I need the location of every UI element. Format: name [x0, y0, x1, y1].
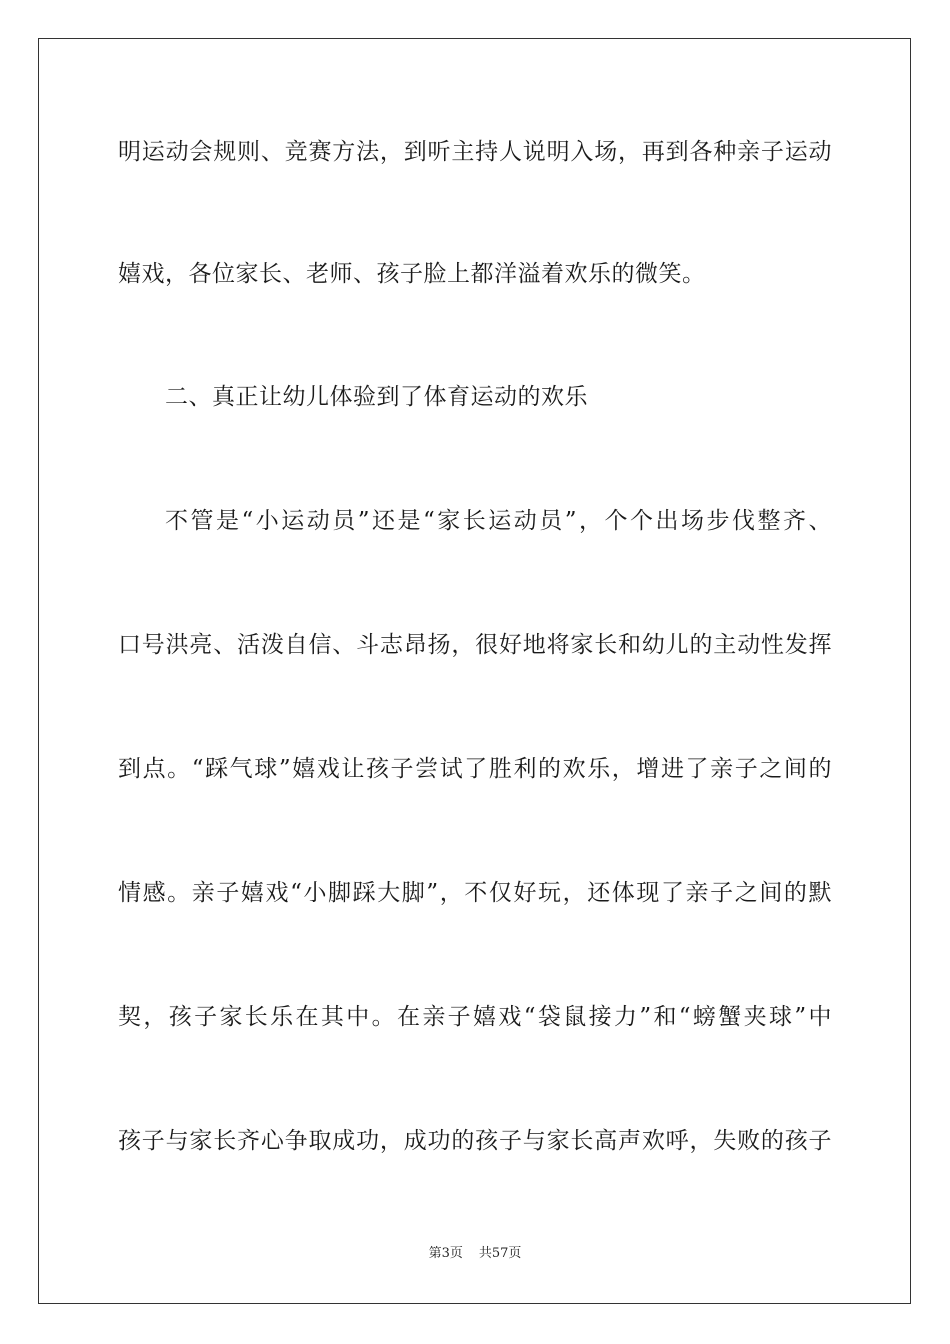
body-line-7: 情感。亲子嬉戏“小脚踩大脚”，不仅好玩，还体现了亲子之间的默 — [118, 880, 832, 906]
page-border — [38, 38, 911, 1304]
page-total: 共57页 — [478, 1246, 522, 1261]
body-line-2: 嬉戏，各位家长、老师、孩子脸上都洋溢着欢乐的微笑。 — [118, 261, 706, 287]
page-number: 第3页 — [428, 1246, 463, 1261]
page-footer — [0, 1245, 950, 1263]
body-line-9: 孩子与家长齐心争取成功，成功的孩子与家长高声欢呼，失败的孩子 — [118, 1128, 832, 1154]
body-line-6: 到点。“踩气球”嬉戏让孩子尝试了胜利的欢乐，增进了亲子之间的 — [118, 756, 832, 782]
body-line-1: 明运动会规则、竞赛方法，到听主持人说明入场，再到各种亲子运动 — [118, 139, 832, 165]
body-line-5: 口号洪亮、活泼自信、斗志昂扬，很好地将家长和幼儿的主动性发挥 — [118, 632, 832, 658]
body-line-4: 不管是“小运动员”还是“家长运动员”，个个出场步伐整齐、 — [165, 508, 832, 534]
body-line-8: 契，孩子家长乐在其中。在亲子嬉戏“袋鼠接力”和“螃蟹夹球”中 — [118, 1004, 832, 1030]
section-heading: 二、真正让幼儿体验到了体育运动的欢乐 — [165, 384, 588, 410]
